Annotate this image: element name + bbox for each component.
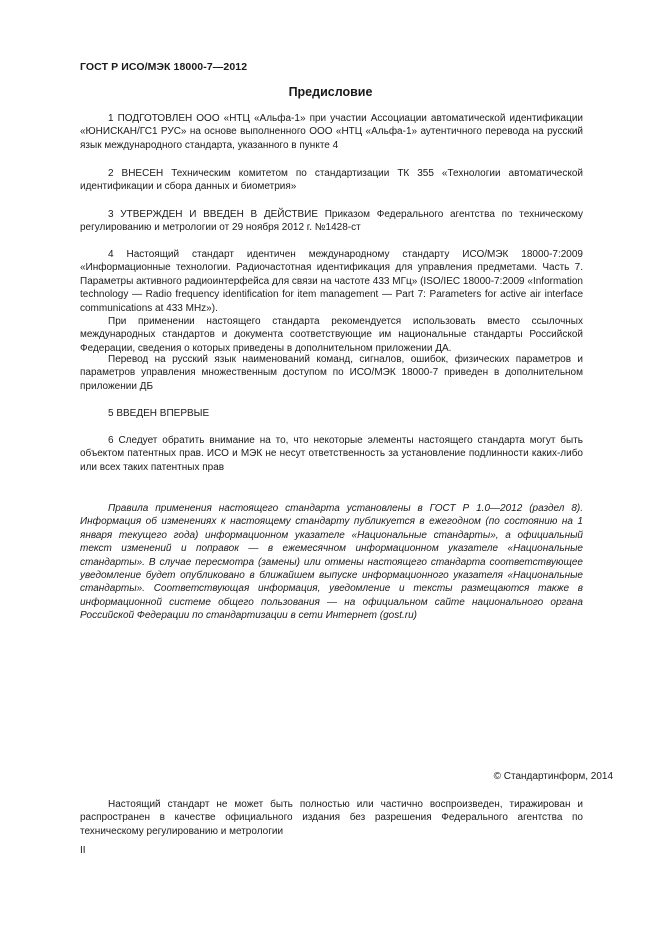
paragraph-4-translation: Перевод на русский язык наименований команд, сигналов, ошибок, физических параметров и параметров управления множественным доступом по ИСО/МЭК 18000-7 приведен в дополнительном приложении ДБ [80, 354, 583, 392]
document-header: ГОСТ Р ИСО/МЭК 18000-7—2012 [80, 61, 248, 73]
paragraph-2: 2 ВНЕСЕН Техническим комитетом по стандартизации ТК 355 «Технологии автоматической идентификации и сбора данных и биометрия» [80, 168, 583, 193]
paragraph-6: 6 Следует обратить внимание на то, что некоторые элементы настоящего стандарта могут быть объектом патентных прав. ИСО и МЭК не несут ответственность за установление подлинности каких-либо или всех таких патентных прав [80, 435, 583, 473]
paragraph-4: 4 Настоящий стандарт идентичен международному стандарту ИСО/МЭК 18000-7:2009 «Информационные технологии. Радиочастотная идентификация для управления предметами. Часть 7. Параметры активного радиоинтерфейса для связи на частоте 433 МГц» (ISO/IEC 18000-7:2009 «Information technology — Radio frequency identification for item management — Part 7: Parameters for active air interface communications at 433 MHz»). [80, 249, 583, 314]
paragraph-4-references: При применении настоящего стандарта рекомендуется использовать вместо ссылочных международных стандартов и документа соответствующие им национальные стандарты Российской Федерации, сведения о которых приведены в дополнительном приложении ДА. [80, 316, 583, 354]
paragraph-5: 5 ВВЕДЕН ВПЕРВЫЕ [108, 408, 210, 419]
page-title: Предисловие [288, 85, 373, 99]
paragraph-1: 1 ПОДГОТОВЛЕН ООО «НТЦ «Альфа-1» при участии Ассоциации автоматической идентификации «ЮНИСКАН/ГС1 РУС» на основе выполненного ООО «НТЦ «Альфа-1» аутентичного перевода на русский язык международного стандарта, указанного в пункте 4 [80, 113, 583, 151]
page-number: II [80, 845, 86, 856]
copyright-line: © Стандартинформ, 2014 [493, 771, 613, 782]
notice-paragraph: Правила применения настоящего стандарта установлены в ГОСТ Р 1.0—2012 (раздел 8). Информация об изменениях к настоящему стандарту публикуется в ежегодном (по состоянию на 1 января текущего года) информационном указателе «Национальные стандарты», а официальный текст изменений и поправок — в ежемесячном информационном указателе «Национальные стандарты». В случае пересмотра (замены) или отмены настоящего стандарта соответствующее уведомление будет опубликовано в ближайшем выпуске информационного указателя «Национальные стандарты». Соответствующая информация, уведомление и тексты размещаются также в информационной системе общего пользования — на официальном сайте национального органа Российской Федерации по стандартизации в сети Интернет (gost.ru) [80, 503, 583, 622]
paragraph-3: 3 УТВЕРЖДЕН И ВВЕДЕН В ДЕЙСТВИЕ Приказом Федерального агентства по техническому регулированию и метрологии от 29 ноября 2012 г. №1428-ст [80, 209, 583, 234]
reproduction-notice: Настоящий стандарт не может быть полностью или частично воспроизведен, тиражирован и распространен в качестве официального издания без разрешения Федерального агентства по техническому регулированию и метрологии [80, 799, 583, 837]
